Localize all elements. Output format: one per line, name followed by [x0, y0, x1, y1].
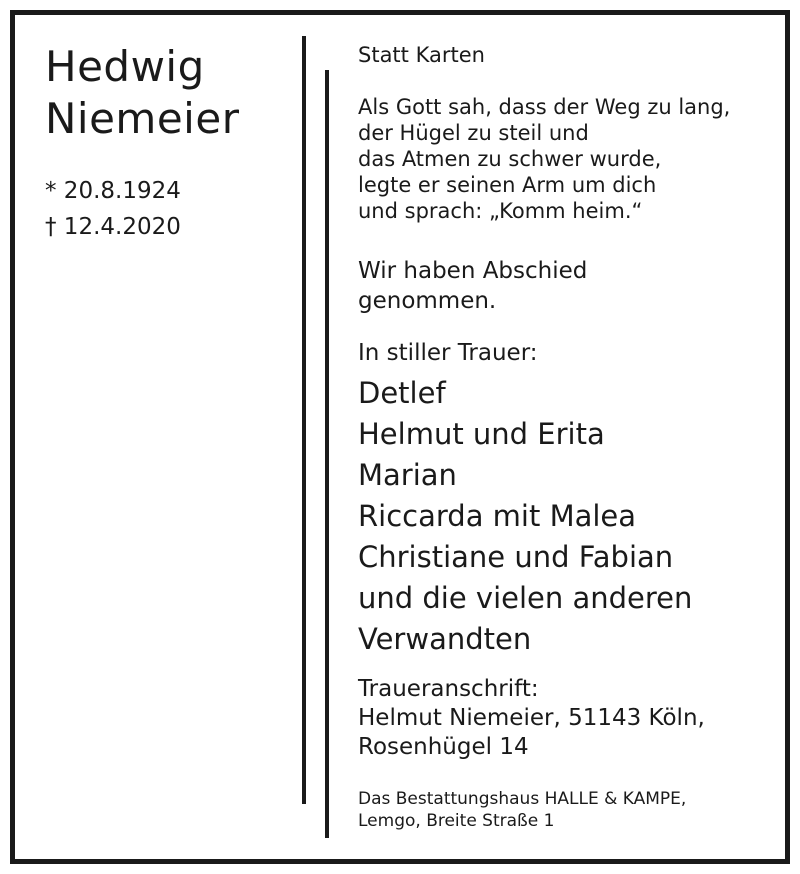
deceased-last-name: Niemeier	[45, 94, 240, 143]
farewell-text	[358, 256, 587, 316]
funeral-home-line: Das Bestattungshaus HALLE & KAMPE,	[358, 789, 687, 809]
mourner: und die vielen anderen	[358, 581, 693, 615]
deceased-first-name: Hedwig	[45, 42, 205, 91]
mourner: Riccarda mit Malea	[358, 499, 637, 533]
mourning-address	[358, 675, 705, 762]
intro-text: Statt Karten	[358, 43, 485, 67]
mourning-label: In stiller Trauer:	[358, 340, 538, 366]
address-line: Helmut Niemeier, 51143 Köln,	[358, 705, 705, 731]
funeral-home-line: Lemgo, Breite Straße 1	[358, 811, 555, 831]
mourner: Helmut und Erita	[358, 417, 605, 451]
poem-line: und sprach: „Komm heim.“	[358, 199, 643, 223]
divider-line-left	[302, 36, 306, 804]
mourner: Christiane und Fabian	[358, 540, 674, 574]
poem-line: der Hügel zu steil und	[358, 121, 589, 145]
poem-line: das Atmen zu schwer wurde,	[358, 147, 662, 171]
funeral-home	[358, 788, 686, 832]
mourner: Marian	[358, 458, 457, 492]
poem-line: Als Gott sah, dass der Weg zu lang,	[358, 95, 731, 119]
mourners-list	[358, 373, 692, 660]
mourner: Detlef	[358, 376, 446, 410]
poem-line: legte er seinen Arm um dich	[358, 173, 657, 197]
birth-date: * 20.8.1924	[45, 178, 181, 204]
divider-line-right	[325, 70, 329, 838]
farewell-line: Wir haben Abschied	[358, 258, 588, 284]
address-line: Rosenhügel 14	[358, 734, 529, 760]
farewell-line: genommen.	[358, 288, 497, 314]
address-label: Traueranschrift:	[358, 676, 539, 702]
death-date: † 12.4.2020	[45, 214, 181, 240]
poem	[358, 94, 730, 224]
mourner: Verwandten	[358, 622, 532, 656]
